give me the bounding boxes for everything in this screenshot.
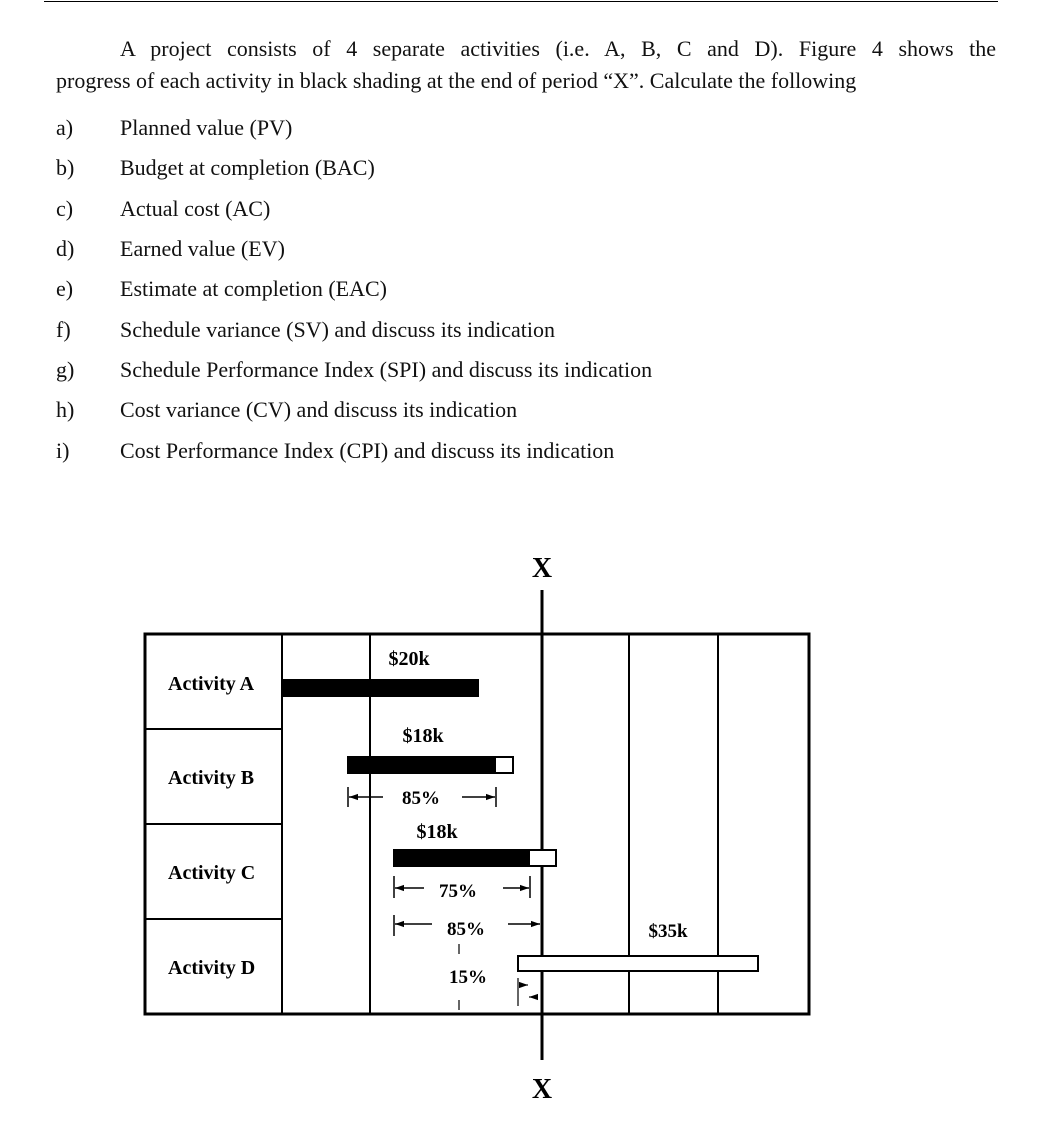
activity-c-percent-to-x: 85% bbox=[447, 919, 485, 940]
question-text: Planned value (PV) bbox=[120, 115, 293, 141]
activity-d-budget: $35k bbox=[648, 921, 688, 942]
question-letter: g) bbox=[56, 356, 75, 382]
activity-a-progress-bar bbox=[282, 679, 479, 697]
activity-c-percent: 75% bbox=[439, 881, 477, 902]
question-text: Earned value (EV) bbox=[120, 236, 285, 262]
activity-a-budget: $20k bbox=[388, 648, 430, 670]
question-text: Schedule Performance Index (SPI) and discuss its indication bbox=[120, 356, 653, 382]
question-letter: i) bbox=[56, 437, 70, 463]
activity-c-label: Activity C bbox=[168, 862, 256, 884]
question-letter: h) bbox=[56, 397, 75, 423]
question-text: Actual cost (AC) bbox=[120, 195, 271, 221]
period-x-label-bottom: X bbox=[531, 1074, 553, 1105]
activity-c-budget: $18k bbox=[416, 821, 458, 843]
question-text: Budget at completion (BAC) bbox=[120, 155, 375, 181]
question-letter: d) bbox=[56, 236, 75, 262]
activity-b-percent: 85% bbox=[402, 788, 440, 809]
question-text: Estimate at completion (EAC) bbox=[120, 276, 387, 302]
question-letter: a) bbox=[56, 115, 74, 141]
activity-d-planned-bar bbox=[518, 956, 758, 971]
activity-a-label: Activity A bbox=[168, 673, 255, 695]
period-x-label-top: X bbox=[531, 553, 553, 584]
activity-b-progress-bar bbox=[348, 757, 496, 773]
question-text: Schedule variance (SV) and discuss its indication bbox=[120, 316, 556, 342]
question-text: Cost variance (CV) and discuss its indication bbox=[120, 397, 518, 423]
activity-c-progress-bar bbox=[394, 850, 530, 866]
activity-d-label: Activity D bbox=[168, 957, 256, 979]
intro-line-2: progress of each activity in black shading at the end of period “X”. Calculate the following bbox=[56, 68, 857, 93]
question-letter: b) bbox=[56, 155, 75, 181]
question-letter: f) bbox=[56, 316, 71, 342]
question-text: Cost Performance Index (CPI) and discuss its indication bbox=[120, 437, 615, 463]
question-letter: e) bbox=[56, 276, 74, 302]
question-letter: c) bbox=[56, 195, 74, 221]
activity-b-label: Activity B bbox=[168, 767, 255, 789]
activity-d-percent: 15% bbox=[449, 967, 487, 988]
activity-b-budget: $18k bbox=[402, 725, 444, 747]
intro-line-1: A project consists of 4 separate activities (i.e. A, B, C and D). Figure 4 shows the bbox=[120, 36, 996, 61]
